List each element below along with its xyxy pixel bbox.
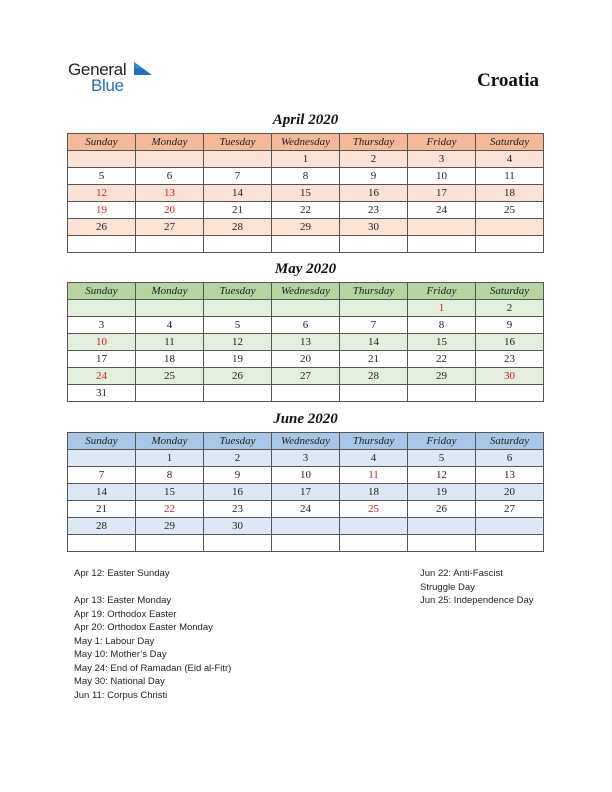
day-cell: 27: [136, 219, 204, 236]
week-row: [68, 450, 544, 467]
month-title: April 2020: [272, 112, 339, 128]
day-cell: 12: [408, 467, 476, 484]
week-row: [68, 467, 544, 484]
week-row: [68, 202, 544, 219]
weekday-header: Wednesday: [272, 134, 340, 151]
weekday-header: Tuesday: [204, 283, 272, 300]
day-cell: 4: [476, 151, 544, 168]
day-cell: [408, 518, 476, 535]
day-cell: [340, 518, 408, 535]
day-cell: 5: [408, 450, 476, 467]
day-cell: 25: [136, 368, 204, 385]
logo-text-blue: Blue: [91, 76, 124, 95]
day-cell: 27: [272, 368, 340, 385]
day-cell: 10: [408, 168, 476, 185]
day-cell: 29: [272, 219, 340, 236]
day-cell: 15: [136, 484, 204, 501]
week-row: [68, 219, 544, 236]
day-cell: [68, 151, 136, 168]
day-cell: [340, 535, 408, 552]
day-cell: 7: [340, 317, 408, 334]
holiday-item: Struggle Day: [420, 581, 475, 593]
day-cell: 21: [68, 501, 136, 518]
day-cell: [204, 385, 272, 402]
day-cell: 19: [204, 351, 272, 368]
holiday-item: Apr 19: Orthodox Easter: [74, 608, 177, 620]
day-cell: 26: [204, 368, 272, 385]
holiday-spacer: [74, 581, 231, 595]
holiday-item: May 30: National Day: [74, 676, 165, 687]
day-cell: 10: [272, 467, 340, 484]
day-cell-holiday: 13: [136, 185, 204, 202]
day-cell: 23: [204, 501, 272, 518]
week-row: [68, 351, 544, 368]
day-cell: [204, 151, 272, 168]
day-cell: 8: [408, 317, 476, 334]
day-cell: [68, 450, 136, 467]
day-cell: [68, 236, 136, 253]
day-cell-holiday: 25: [340, 501, 408, 518]
week-row: [68, 535, 544, 552]
day-cell: 7: [68, 467, 136, 484]
day-cell: [476, 535, 544, 552]
day-cell: [340, 385, 408, 402]
day-cell: [408, 385, 476, 402]
day-cell: 13: [476, 467, 544, 484]
day-cell: 12: [204, 334, 272, 351]
weekday-header: Thursday: [340, 283, 408, 300]
day-cell: 22: [408, 351, 476, 368]
day-cell: 3: [272, 450, 340, 467]
weekday-header: Monday: [136, 433, 204, 450]
day-cell-holiday: 11: [340, 467, 408, 484]
day-cell: 11: [476, 168, 544, 185]
day-cell: 9: [476, 317, 544, 334]
week-row: [68, 501, 544, 518]
day-cell: [68, 535, 136, 552]
day-cell: [272, 385, 340, 402]
week-row: [68, 385, 544, 402]
holiday-item: Jun 11: Corpus Christi: [74, 689, 168, 701]
day-cell: 2: [476, 300, 544, 317]
day-cell: [68, 300, 136, 317]
week-row: [68, 151, 544, 168]
day-cell: [408, 219, 476, 236]
day-cell: 14: [68, 484, 136, 501]
weekday-header: Monday: [136, 283, 204, 300]
day-cell: 6: [136, 168, 204, 185]
week-row: [68, 185, 544, 202]
day-cell: 3: [68, 317, 136, 334]
holiday-item: May 1: Labour Day: [74, 635, 155, 647]
country-title: Croatia: [477, 70, 539, 91]
day-cell: [204, 300, 272, 317]
month-april: [67, 111, 544, 253]
day-cell: 26: [68, 219, 136, 236]
day-cell: 25: [476, 202, 544, 219]
day-cell: 11: [136, 334, 204, 351]
holiday-item: May 24: End of Ramadan (Eid al-Fitr): [74, 662, 232, 674]
day-cell: 13: [272, 334, 340, 351]
weekday-header: Wednesday: [272, 283, 340, 300]
week-row: [68, 300, 544, 317]
day-cell-holiday: 10: [68, 334, 136, 351]
day-cell: 17: [68, 351, 136, 368]
weekday-header: Thursday: [340, 134, 408, 151]
day-cell: 17: [408, 185, 476, 202]
day-cell: 20: [476, 484, 544, 501]
week-row: [68, 317, 544, 334]
holiday-list-1: [74, 567, 231, 702]
day-cell: 1: [136, 450, 204, 467]
calendar-grid: [67, 133, 544, 253]
day-cell: 14: [204, 185, 272, 202]
weekday-header: Sunday: [68, 134, 136, 151]
day-cell: 4: [136, 317, 204, 334]
week-row: [68, 334, 544, 351]
day-cell: 9: [204, 467, 272, 484]
day-cell: [476, 219, 544, 236]
day-cell: 18: [340, 484, 408, 501]
day-cell: 21: [340, 351, 408, 368]
weekday-header-row: [68, 283, 544, 300]
day-cell: [136, 535, 204, 552]
day-cell: [136, 385, 204, 402]
weekday-header: Tuesday: [204, 134, 272, 151]
day-cell: [476, 518, 544, 535]
day-cell: 9: [340, 168, 408, 185]
logo: [68, 60, 168, 96]
holiday-item: Apr 13: Easter Monday: [74, 595, 172, 606]
day-cell: 22: [272, 202, 340, 219]
day-cell: 21: [204, 202, 272, 219]
day-cell: 24: [272, 501, 340, 518]
holiday-item: May 10: Mother’s Day: [74, 649, 167, 660]
day-cell: 23: [476, 351, 544, 368]
day-cell: 1: [272, 151, 340, 168]
day-cell: 28: [204, 219, 272, 236]
week-row: [68, 168, 544, 185]
day-cell: 16: [204, 484, 272, 501]
day-cell: 29: [136, 518, 204, 535]
day-cell: 16: [340, 185, 408, 202]
weekday-header: Sunday: [68, 433, 136, 450]
day-cell: 3: [408, 151, 476, 168]
calendar-grid: [67, 282, 544, 402]
month-june: [67, 410, 544, 552]
day-cell: 28: [340, 368, 408, 385]
day-cell: [272, 535, 340, 552]
month-title: June 2020: [273, 411, 338, 427]
week-row: [68, 484, 544, 501]
day-cell: 15: [408, 334, 476, 351]
day-cell: [204, 236, 272, 253]
day-cell: 26: [408, 501, 476, 518]
holiday-item: Jun 25: Independence Day: [420, 595, 534, 606]
weekday-header: Saturday: [476, 433, 544, 450]
weekday-header: Sunday: [68, 283, 136, 300]
holiday-list-2: [420, 567, 534, 608]
day-cell: 16: [476, 334, 544, 351]
day-cell: [136, 151, 204, 168]
week-row: [68, 368, 544, 385]
day-cell: [408, 236, 476, 253]
day-cell-holiday: 19: [68, 202, 136, 219]
day-cell: 31: [68, 385, 136, 402]
day-cell: 30: [204, 518, 272, 535]
day-cell: 7: [204, 168, 272, 185]
weekday-header-row: [68, 134, 544, 151]
logo-triangle-icon: [134, 62, 152, 76]
day-cell-holiday: 20: [136, 202, 204, 219]
weekday-header: Saturday: [476, 134, 544, 151]
day-cell: [272, 300, 340, 317]
day-cell: [340, 236, 408, 253]
logo-text-general: General: [68, 60, 127, 79]
weekday-header: Thursday: [340, 433, 408, 450]
weekday-header-row: [68, 433, 544, 450]
day-cell: 2: [340, 151, 408, 168]
weekday-header: Friday: [408, 283, 476, 300]
day-cell: [476, 385, 544, 402]
day-cell: 19: [408, 484, 476, 501]
day-cell: 27: [476, 501, 544, 518]
holiday-item: Jun 22: Anti-Fascist: [420, 568, 503, 579]
day-cell: 2: [204, 450, 272, 467]
day-cell-holiday: 1: [408, 300, 476, 317]
holiday-item: Apr 20: Orthodox Easter Monday: [74, 622, 213, 633]
month-may: [67, 260, 544, 402]
weekday-header: Tuesday: [204, 433, 272, 450]
day-cell: [272, 236, 340, 253]
day-cell: 18: [136, 351, 204, 368]
day-cell: 8: [272, 168, 340, 185]
weekday-header: Monday: [136, 134, 204, 151]
day-cell: [204, 535, 272, 552]
day-cell: 18: [476, 185, 544, 202]
day-cell-holiday: 30: [476, 368, 544, 385]
day-cell: 14: [340, 334, 408, 351]
day-cell: [136, 236, 204, 253]
week-row: [68, 518, 544, 535]
day-cell: [408, 535, 476, 552]
day-cell-holiday: 22: [136, 501, 204, 518]
day-cell: 15: [272, 185, 340, 202]
day-cell-holiday: 24: [68, 368, 136, 385]
weekday-header: Wednesday: [272, 433, 340, 450]
week-row: [68, 236, 544, 253]
day-cell: 17: [272, 484, 340, 501]
weekday-header: Friday: [408, 433, 476, 450]
calendar-grid: [67, 432, 544, 552]
day-cell: [476, 236, 544, 253]
day-cell: [340, 300, 408, 317]
day-cell: 6: [272, 317, 340, 334]
day-cell: 6: [476, 450, 544, 467]
day-cell: 5: [68, 168, 136, 185]
day-cell: 23: [340, 202, 408, 219]
month-title: May 2020: [274, 261, 337, 277]
day-cell: 30: [340, 219, 408, 236]
weekday-header: Friday: [408, 134, 476, 151]
day-cell: 5: [204, 317, 272, 334]
day-cell: [272, 518, 340, 535]
day-cell: 20: [272, 351, 340, 368]
day-cell: [136, 300, 204, 317]
holiday-item: Apr 12: Easter Sunday: [74, 568, 170, 579]
day-cell: 24: [408, 202, 476, 219]
day-cell-holiday: 12: [68, 185, 136, 202]
day-cell: 29: [408, 368, 476, 385]
day-cell: 8: [136, 467, 204, 484]
day-cell: 4: [340, 450, 408, 467]
weekday-header: Saturday: [476, 283, 544, 300]
day-cell: 28: [68, 518, 136, 535]
